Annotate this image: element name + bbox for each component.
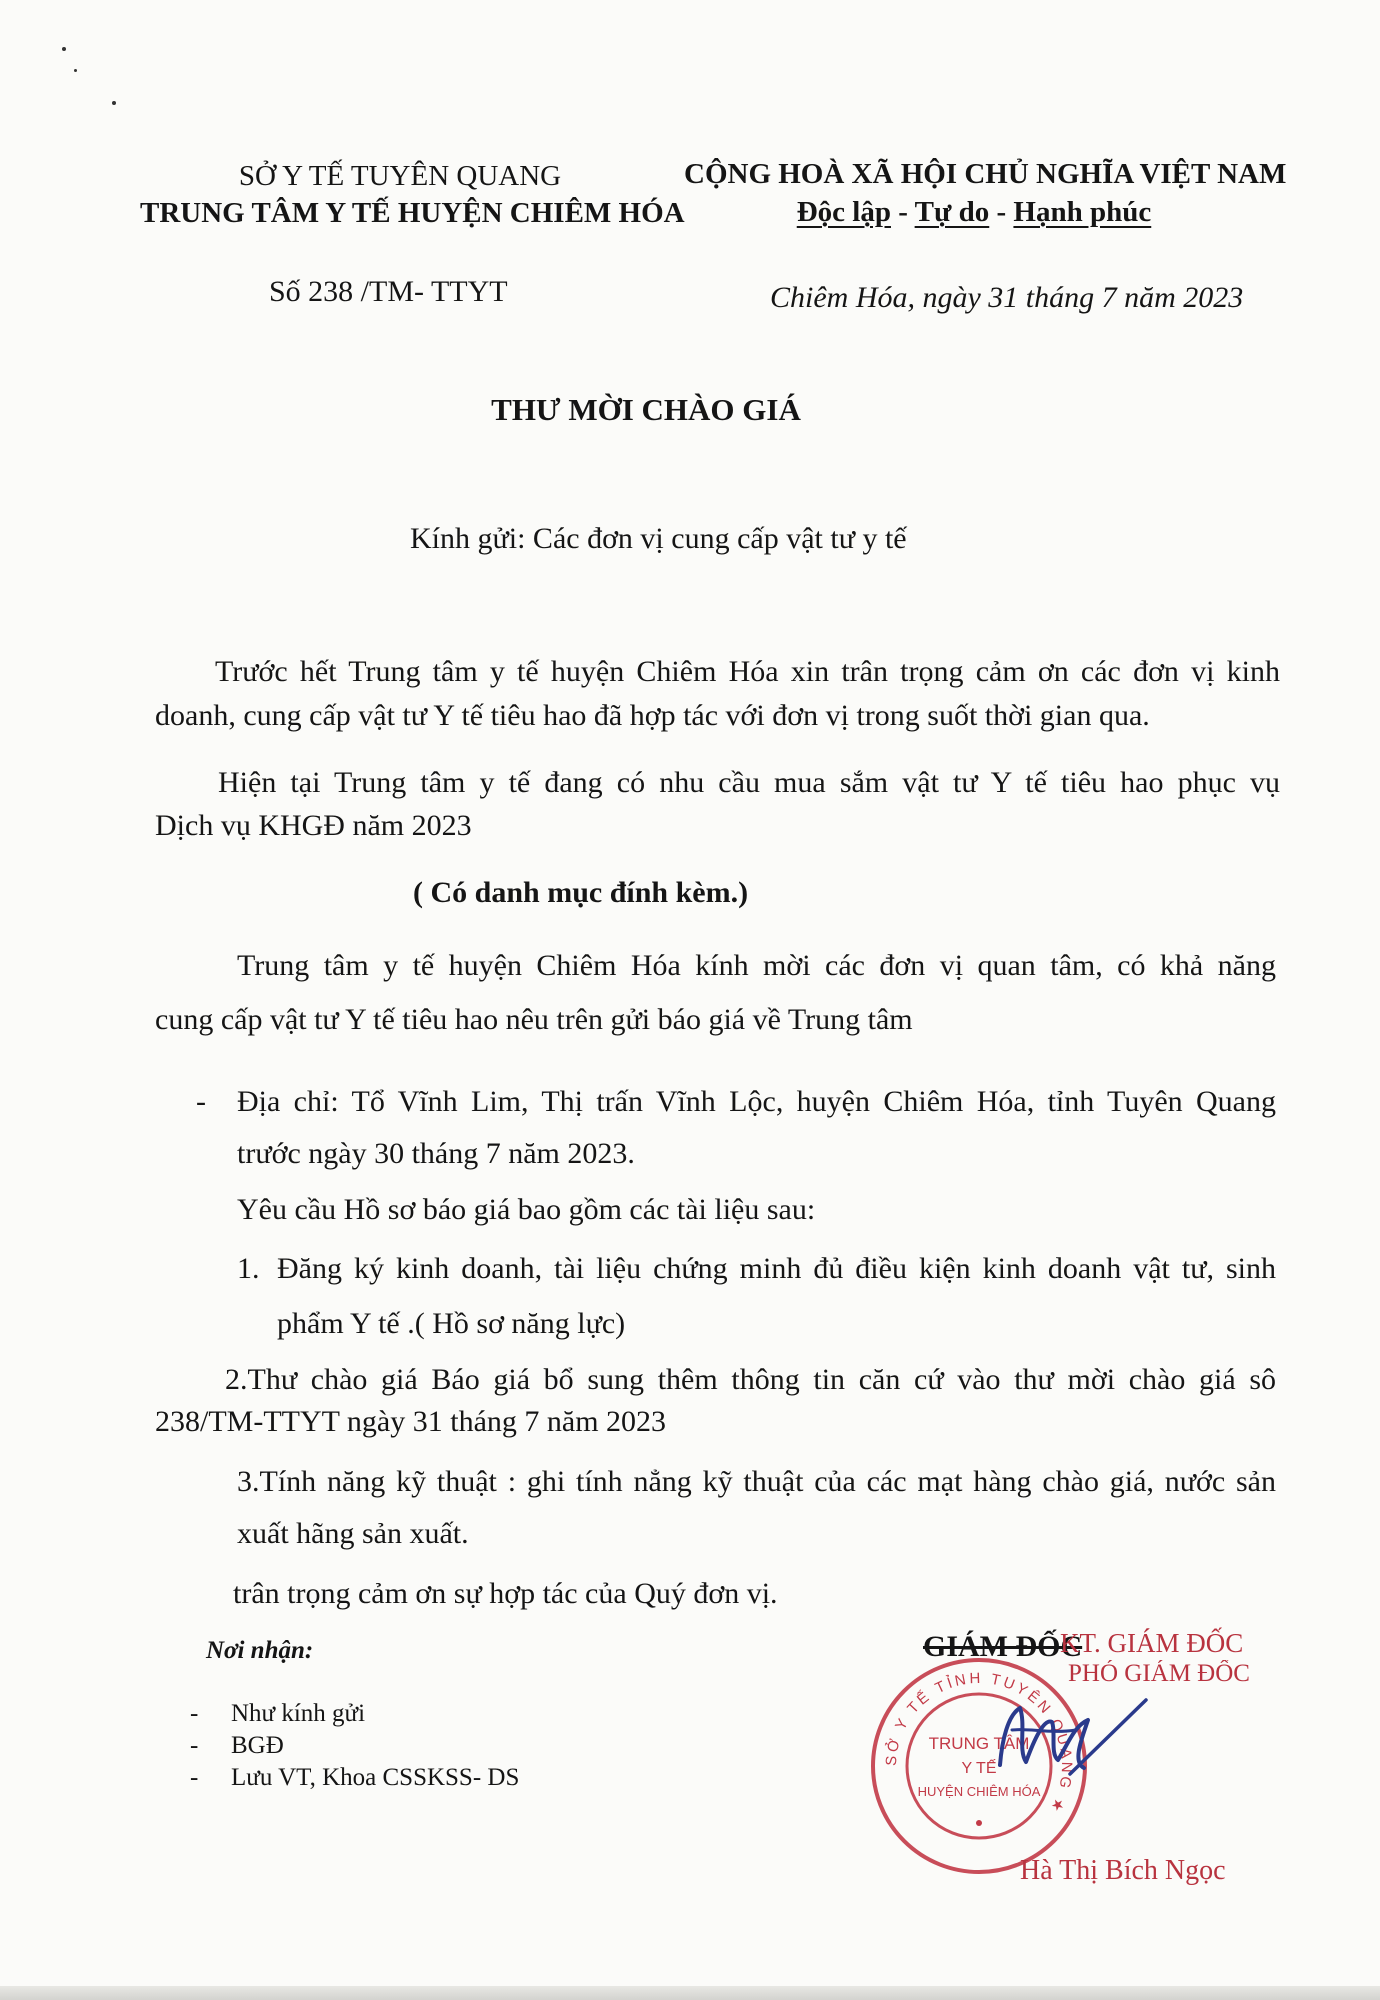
- item-2-line-1: 2.Thư chào giá Báo giá bổ sung thêm thông tin căn cứ vào thư mời chào giá sô: [225, 1363, 1276, 1396]
- item-1-line-2: phẩm Y tế .( Hồ sơ năng lực): [277, 1307, 626, 1340]
- motto-freedom: Tự do: [914, 196, 990, 228]
- document-number: Số 238 /TM- TTYT: [269, 275, 508, 308]
- motto-independence: Độc lập: [796, 196, 891, 228]
- date-line: Chiêm Hóa, ngày 31 tháng 7 năm 2023: [770, 281, 1244, 314]
- svg-text:HUYỆN CHIÊM HÓA: HUYỆN CHIÊM HÓA: [917, 1784, 1041, 1799]
- svg-text:TRUNG TÂM: TRUNG TÂM: [928, 1734, 1030, 1753]
- item-1-line-1: Đăng ký kinh doanh, tài liệu chứng minh đủ điều kiện kinh doanh vật tư, sinh: [277, 1252, 1276, 1285]
- paragraph-1-line-2: doanh, cung cấp vật tư Y tế tiêu hao đã hợp tác với đơn vị trong suốt thời gian qua.: [155, 699, 1150, 732]
- recipients-label: Nơi nhận:: [206, 1637, 314, 1664]
- svg-text:Y TẾ: Y TẾ: [961, 1760, 997, 1777]
- address-dash: -: [196, 1085, 206, 1118]
- paragraph-2-line-2: Dịch vụ KHGĐ năm 2023: [155, 809, 472, 842]
- address-line-2: trước ngày 30 tháng 7 năm 2023.: [237, 1137, 635, 1170]
- agency-parent: SỞ Y TẾ TUYÊN QUANG: [238, 160, 562, 192]
- paragraph-3-line-1: Trung tâm y tế huyện Chiêm Hóa kính mời các đơn vị quan tâm, có khả năng: [237, 949, 1276, 982]
- motto-separator: -: [890, 196, 915, 228]
- requirements-intro: Yêu cầu Hồ sơ báo giá bao gồm các tài liệu sau:: [237, 1193, 816, 1226]
- recipient-dash: -: [190, 1700, 199, 1727]
- item-3-line-1: 3.Tính năng kỹ thuật : ghi tính nẳng kỹ thuật của các mạt hàng chào giá, nước sản: [237, 1465, 1276, 1498]
- scan-speck: [112, 101, 116, 105]
- signature-title: GIÁM ĐỐC: [923, 1630, 1083, 1663]
- paragraph-1-line-1: Trước hết Trung tâm y tế huyện Chiêm Hóa xin trân trọng cảm ơn các đơn vị kinh: [215, 655, 1280, 688]
- scan-speck: [62, 47, 66, 51]
- recipient-dash: -: [190, 1732, 199, 1759]
- recipient-item: BGĐ: [231, 1732, 284, 1759]
- address-line-1: Địa chỉ: Tổ Vĩnh Lim, Thị trấn Vĩnh Lộc, huyện Chiêm Hóa, tỉnh Tuyên Quang: [237, 1085, 1276, 1118]
- thanks-line: trân trọng cảm ơn sự hợp tác của Quý đơn vị.: [233, 1577, 778, 1610]
- motto-separator: -: [989, 196, 1014, 228]
- national-title: CỘNG HOÀ XÃ HỘI CHỦ NGHĨA VIỆT NAM: [684, 158, 1287, 190]
- attachment-note: ( Có danh mục đính kèm.): [413, 876, 749, 909]
- item-2-line-2: 238/TM-TTYT ngày 31 tháng 7 năm 2023: [155, 1405, 667, 1438]
- recipient-line: Kính gửi: Các đơn vị cung cấp vật tư y tế: [410, 522, 907, 555]
- national-motto: [684, 196, 1264, 229]
- motto-happiness: Hạnh phúc: [1013, 196, 1152, 228]
- item-3-line-2: xuất hãng sản xuất.: [237, 1517, 469, 1550]
- paragraph-3-line-2: cung cấp vật tư Y tế tiêu hao nêu trên gửi báo giá về Trung tâm: [155, 1003, 913, 1036]
- recipient-item: Như kính gửi: [231, 1700, 366, 1727]
- agency-name: TRUNG TÂM Y TẾ HUYỆN CHIÊM HÓA: [140, 197, 685, 229]
- signature-proxy-title: KT. GIÁM ĐỐC: [1060, 1628, 1244, 1658]
- recipient-item: Lưu VT, Khoa CSSKSS- DS: [231, 1764, 520, 1791]
- signer-name: Hà Thị Bích Ngọc: [1020, 1855, 1226, 1886]
- item-1-number: 1.: [237, 1252, 260, 1285]
- recipient-dash: -: [190, 1764, 199, 1791]
- svg-text:SỞ Y TẾ TỈNH TUYÊN QUANG ★: SỞ Y TẾ TỈNH TUYÊN QUANG ★: [882, 1669, 1076, 1818]
- handwritten-signature: [960, 1670, 1160, 1790]
- scan-edge: [0, 1986, 1380, 2000]
- paragraph-2-line-1: Hiện tại Trung tâm y tế đang có nhu cầu mua sắm vật tư Y tế tiêu hao phục vụ: [218, 766, 1280, 799]
- scan-speck: [74, 69, 77, 72]
- page-title: THƯ MỜI CHÀO GIÁ: [491, 392, 801, 427]
- signature-deputy-title: PHÓ GIÁM ĐỐC: [1068, 1660, 1250, 1687]
